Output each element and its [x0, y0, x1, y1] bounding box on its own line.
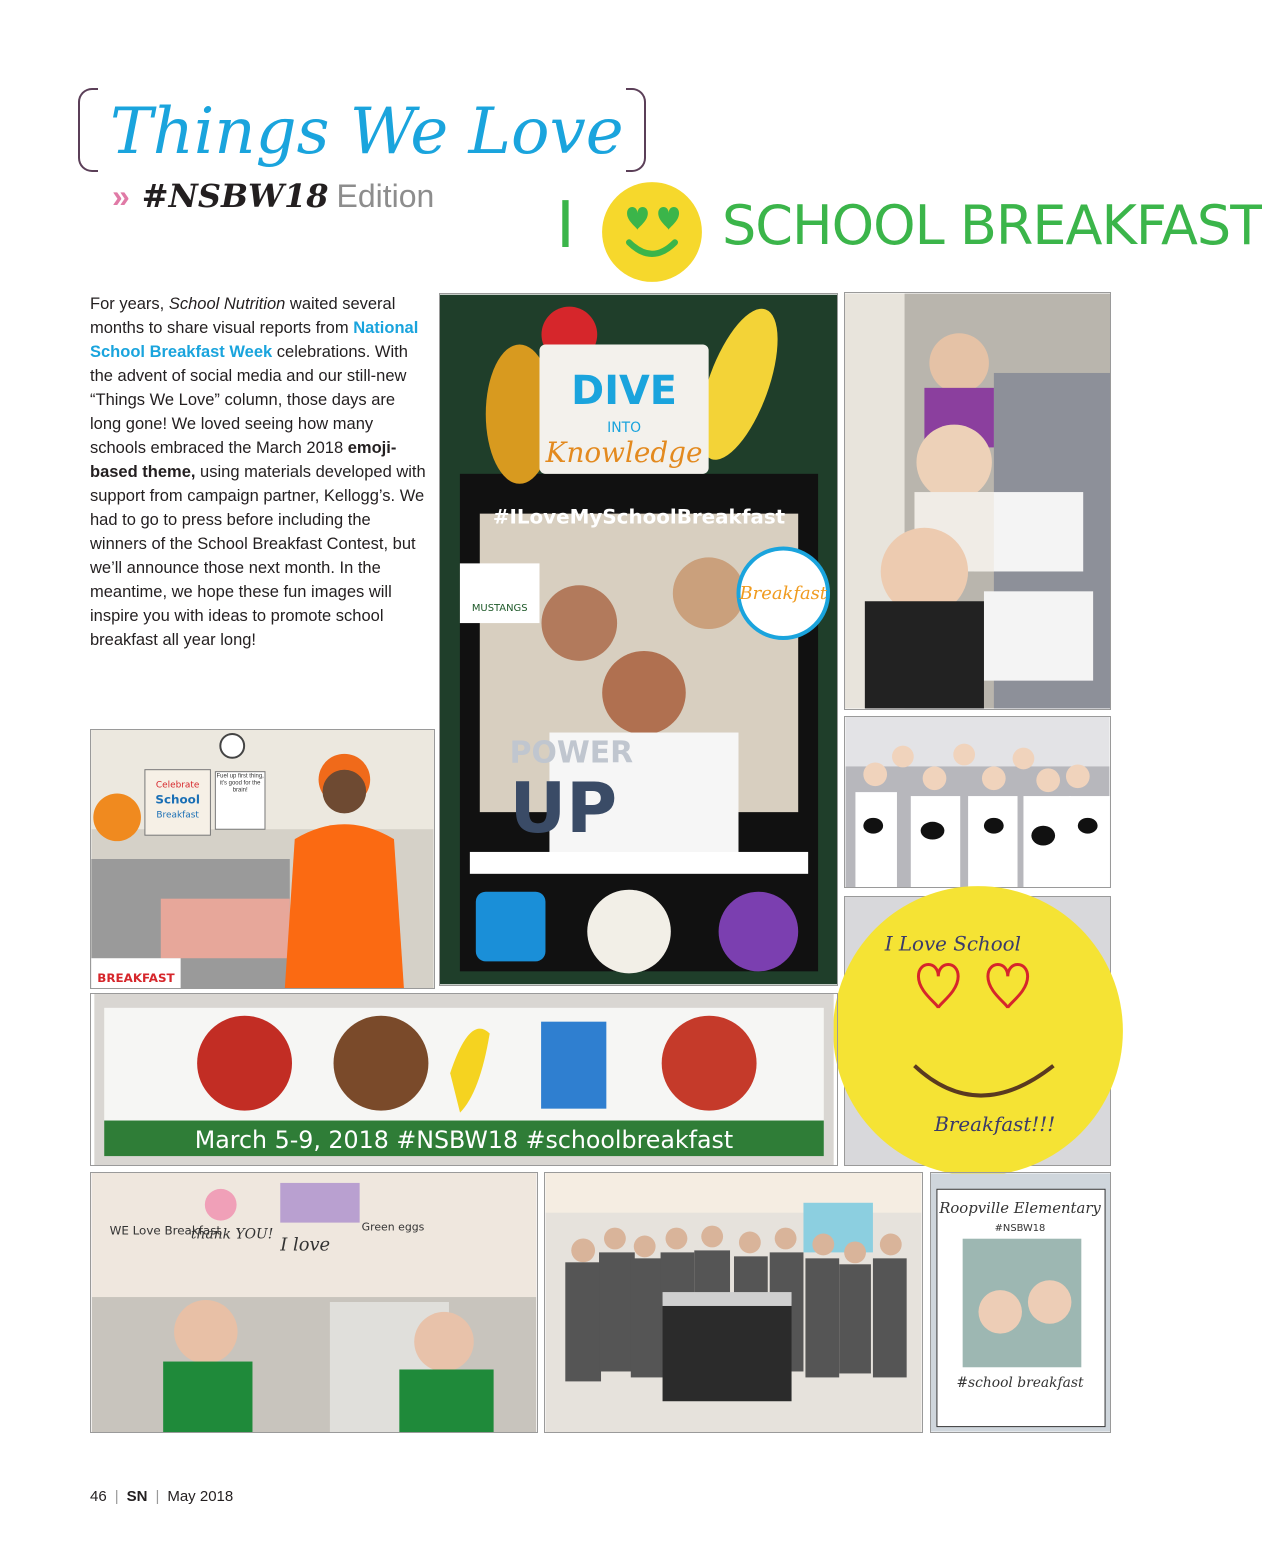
- counter-breakfast: BREAKFAST: [97, 971, 175, 986]
- title-bracket-left-icon: [78, 88, 98, 172]
- power-text: POWER: [509, 735, 634, 771]
- dive-hashtag: #ILoveMySchoolBreakfast: [492, 505, 786, 529]
- drawing-thank-you: thank YOU!: [190, 1226, 274, 1243]
- photo-thank-you-drawings: [90, 1172, 538, 1433]
- subtitle-edition: Edition: [336, 178, 435, 214]
- fruit-banner-caption: March 5-9, 2018 #NSBW18 #schoolbreakfast: [194, 1126, 734, 1155]
- sign-school: School: [155, 792, 200, 807]
- banner-school-breakfast: SCHOOL BREAKFAST: [722, 194, 1262, 257]
- page-footer: [90, 1488, 233, 1505]
- chevron-icon: »: [112, 178, 130, 214]
- footer-separator: |: [155, 1488, 160, 1505]
- smiley-text-love: I Love School: [884, 932, 1021, 956]
- dive-knowledge: Knowledge: [545, 435, 703, 469]
- magazine-name: SN: [126, 1488, 148, 1505]
- smiley-text-breakfast: Breakfast!!!: [934, 1113, 1056, 1137]
- subtitle-hashtag: #NSBW18: [141, 177, 329, 215]
- dive-into: INTO: [607, 420, 642, 437]
- intro-text: waited several months to share visual reports from: [90, 295, 396, 337]
- intro-bold-theme: emoji-based theme,: [90, 439, 397, 481]
- roopville-school: Roopville Elementary: [939, 1200, 1101, 1217]
- intro-magazine-name: School Nutrition: [168, 295, 286, 313]
- intro-text: For years,: [90, 295, 169, 313]
- sign-fuel-up: Fuel up first thing, it's good for the brain!: [216, 773, 264, 794]
- drawing-green-eggs: Green eggs: [361, 1220, 425, 1234]
- intro-text: using materials developed with support from campaign partner, Kellogg’s. We had to go to press before including the winners of the School Breakfast Contest, but we’ll announce those next month. In the meantime, we hope these fun images will inspire you with ideas to promote school breakfast all year long!: [90, 463, 426, 649]
- roopville-tag: #NSBW18: [994, 1222, 1046, 1234]
- footer-separator: |: [114, 1488, 119, 1505]
- issue-date: May 2018: [167, 1488, 234, 1505]
- up-text: UP: [509, 768, 618, 850]
- page-number: 46: [90, 1488, 107, 1505]
- photo-dive-into-knowledge: [439, 293, 838, 986]
- title-bracket-right-icon: [626, 88, 646, 172]
- photo-cow-shirts: [844, 716, 1111, 888]
- breakfast-badge: Breakfast: [739, 583, 827, 605]
- intro-paragraph: [90, 292, 430, 652]
- heart-eyes-emoji-icon: [600, 180, 704, 284]
- page-title: Things We Love: [110, 95, 624, 169]
- photo-fruit-banner: [90, 993, 838, 1166]
- sign-breakfast: Breakfast: [156, 810, 199, 821]
- drawing-we-love: WE Love Breakfast: [109, 1223, 222, 1238]
- photo-kids-breakfast-line: [844, 292, 1111, 710]
- photo-roopville-frame: [930, 1172, 1111, 1433]
- sign-celebrate: Celebrate: [155, 780, 200, 791]
- roopville-hashtag: #school breakfast: [956, 1375, 1084, 1392]
- photo-smiley-poster: [844, 896, 1111, 1166]
- intro-text: celebrations. With the advent of social media and our still-new “Things We Love” column, those days are long gone! We loved seeing how many schools embraced the March 2018: [90, 343, 408, 457]
- nsbw-link[interactable]: National School Breakfast Week: [90, 319, 419, 361]
- dive-title: DIVE: [571, 368, 677, 415]
- photo-orange-costume: [90, 729, 435, 989]
- photo-staff-group: [544, 1172, 923, 1433]
- banner-letter-i: I: [556, 189, 575, 263]
- drawing-i-love: I love: [280, 1234, 331, 1256]
- mustangs-sign: MUSTANGS: [471, 603, 528, 615]
- page-subtitle: [112, 176, 434, 216]
